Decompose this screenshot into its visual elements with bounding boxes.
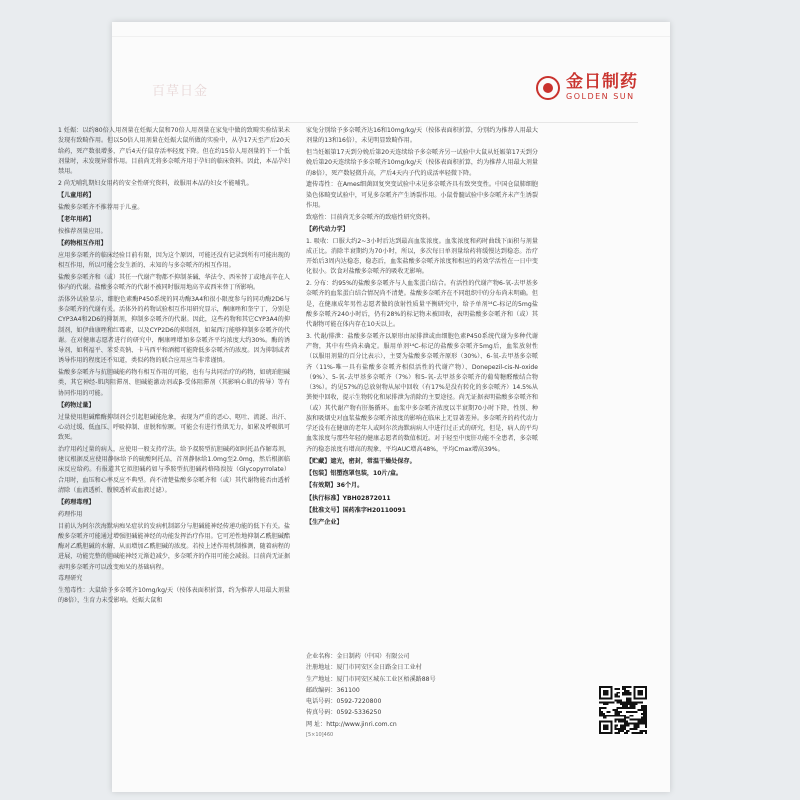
body-paragraph: 活体外试验显示，细胞色素酶P450系统的同功酶3A4和很小限度参与的同功酶2D6与多奈哌齐的代谢有关。活体外的药物试验相互作用研究显示，酮康唑和奎宁丁，分别是CYP3A4和2D6的抑制剂，抑制多奈哌齐的代谢。因此，这些药物和其它CYP3A4的抑制剂，如伊曲康唑和红霉素，以及CYP2D6的抑制剂，如氟西汀能够抑制多奈哌齐的代谢。在对健康志愿者进行的研究中，酮康唑增加多奈哌齐平均浓度大约30%。酶的诱导剂，如利福平、苯妥英钠、卡马西平和酒精可能降低多奈哌齐的浓度。因为抑制或者诱导作用的程度还不知道，类似药物的联合应用应当非常谨慎。 bbox=[58, 295, 290, 365]
body-paragraph: 盐酸多奈哌齐与抗胆碱能药物有相互作用的可能，也有与共同治疗的药物，如琥珀胆碱类，其它神经-肌肉阻滞剂、胆碱能激动剂或β-受体阻滞剂（其影响心肌的传导）等有协同作用的可能。 bbox=[58, 369, 290, 397]
body-paragraph: 毒理研究 bbox=[58, 575, 83, 583]
left-text-column bbox=[58, 126, 290, 760]
body-paragraph: 致癌性：目前尚无多奈哌齐的致癌性研究资料。 bbox=[306, 213, 434, 221]
fax-number: 传真号码：0592-5336250 bbox=[306, 709, 382, 717]
section-heading: 【生产企业】 bbox=[306, 519, 343, 526]
body-paragraph: 盐酸多奈哌齐不推荐用于儿童。 bbox=[58, 203, 144, 211]
body-paragraph: 过量使用胆碱酯酶抑制剂会引起胆碱能危象，表现为严重的恶心、呕吐、流涎、出汗、心动过缓、低血压、呼吸抑制、虚脱和惊厥。可能会有进行性肌无力，如累及呼吸肌可致死。 bbox=[58, 413, 290, 441]
section-heading: 【包装】铝塑泡罩包装，10片/盒。 bbox=[306, 470, 403, 477]
manufacturer-name: 企业名称：金日制药（中国）有限公司 bbox=[306, 653, 410, 660]
section-heading: 【老年用药】 bbox=[58, 216, 95, 223]
registered-address: 注册地址：厦门市同安区金日路金日工业村 bbox=[306, 664, 422, 672]
section-heading: 【药代动力学】 bbox=[306, 225, 349, 233]
website[interactable]: 网 址：http://www.jinri.com.cn bbox=[306, 720, 397, 728]
brand-logo bbox=[536, 74, 638, 101]
production-address: 生产地址：厦门市同安区城东工业区梧溪路88号 bbox=[306, 675, 436, 683]
fold-line bbox=[112, 36, 670, 37]
body-paragraph: 但当妊娠第17天到分娩后第20天连续给予多奈哌齐另一试验中大鼠从妊娠第17天到分娩后第20天连续给予多奈哌齐10mg/kg/天（按体表面积折算，约为推荐人用最大剂量的8倍），死产数轻微升高，产后4天内子代的成活率轻微下降。 bbox=[306, 149, 538, 177]
body-paragraph: 家兔分别给予多奈哌齐达16和10mg/kg/天（按体表面积折算，分别约为推荐人用最大剂量的13和16倍），未见明显致畸作用。 bbox=[306, 127, 538, 145]
phone-number: 电话号码：0592-7220800 bbox=[306, 698, 382, 706]
postcode: 邮政编码：361100 bbox=[306, 686, 360, 694]
sun-logo-icon bbox=[536, 76, 560, 100]
section-heading: 【有效期】36个月。 bbox=[306, 482, 364, 490]
brand-name-cn: 金日制药 bbox=[566, 72, 638, 92]
section-heading: 【贮藏】遮光，密封，常温干燥处保存。 bbox=[306, 457, 416, 465]
body-paragraph: 目前认为阿尔茨海默病痴呆症状的发病机制部分与胆碱能神经传递功能的低下有关。盐酸多奈哌齐可能通过增强胆碱能神经的功能发挥治疗作用。它可逆性地抑制乙酰胆碱酯酶对乙酰胆碱的水解，从而增加乙酰胆碱的浓度。若按上述作用机制推测，随着病程的进展，功能完整的胆碱能神经元渐趋减少，多奈哌齐的作用可能会减弱。目前尚无证据表明多奈哌齐可以改变痴呆的基础病程。 bbox=[58, 522, 290, 571]
section-heading: 【执行标准】YBH02872011 bbox=[306, 494, 391, 502]
body-paragraph: 盐酸多奈哌齐和（或）其任一代谢产物都不抑制茶碱、华法令、西米替丁或地高辛在人体内的代谢。盐酸多奈哌齐的代谢不被同时服用地高辛或西米替丁所影响。 bbox=[58, 273, 290, 291]
qr-code-icon bbox=[599, 686, 647, 734]
section-heading: 【药理毒理】 bbox=[58, 499, 95, 506]
print-code: [5×10]460 bbox=[306, 732, 334, 739]
section-heading: 【药物相互作用】 bbox=[58, 240, 107, 247]
manufacturer-info bbox=[306, 651, 476, 741]
section-heading: 【批准文号】国药准字H20110091 bbox=[306, 506, 406, 514]
right-text-column bbox=[306, 126, 538, 648]
section-heading: 【儿童用药】 bbox=[58, 192, 95, 199]
watermark-text: 百草日金 bbox=[152, 84, 209, 99]
body-paragraph: 2 尚无哺乳期妇女用药的安全性研究资料，故服用本品的妇女不能哺乳。 bbox=[58, 179, 253, 187]
body-paragraph: 按推荐剂量应用。 bbox=[58, 227, 107, 235]
body-paragraph: 1. 吸收：口服大约2~3小时后达到最高血浆浓度。血浆浓度和药时曲线下面积与剂量成正比。消除半衰期约为70小时，所以，多次每日单剂量给药将缓慢达到稳态。治疗开始后3周内达稳态，稳态后，血浆盐酸多奈哌齐浓度和相应的药效学活性在一日中变化很小。饮食对盐酸多奈哌齐的吸收无影响。 bbox=[306, 237, 538, 276]
body-paragraph: 药理作用 bbox=[58, 510, 83, 518]
body-paragraph: 治疗用药过量的病人，应使用一般支持疗法。给予叔胺型抗胆碱药如阿托品作解毒剂，建议根据反应使用静脉给予的硫酸阿托品，首剂静脉给1.0mg至2.0mg，然后根据临床反应给药。有报道其它拟胆碱药如与季胺型抗胆碱药格隆溴铵（Glycopyrrolate）合用时，血压和心率反应不典型。尚不清楚盐酸多奈哌齐和（或）其代谢物能否由透析清除（血液透析、腹膜透析或血液过滤）。 bbox=[58, 445, 290, 494]
brand-text bbox=[566, 74, 638, 101]
body-paragraph: 3. 代谢/排泄：盐酸多奈哌齐以原形由尿排泄或由细胞色素P450系统代谢为多种代谢产物，其中有些尚未确定。服用单剂¹⁴C-标记的盐酸多奈哌齐5mg后，血浆放射性（以服用剂量的百分比表示），主要为盐酸多奈哌齐原形（30%）、6-氧-去甲基多奈哌齐（11%-唯一具有盐酸多奈哌齐相似活性的代谢产物）、Donepezil-cis-N-oxide（9%）、5-氧-去甲基多奈哌齐（7%）和5-氧-去甲基多奈哌齐的葡萄糖醛酸结合物（3%）。约见57%的总放射物从尿中回收（有17%是没有转化的多奈哌齐）14.5%从粪便中回收，提示生物转化和尿排泄为消除的主要途径。尚无证据表明盐酸多奈哌齐和（或）其代谢产物有肝肠循环。血浆中多奈哌齐浓度以半衰期70小时下降，性别、种族和吸烟史对血浆盐酸多奈哌齐浓度的影响在临床上无显著差异。多奈哌齐的药代动力学还没有在健康的老年人或阿尔茨海默病病人中进行过正式的研究，但是，病人的平均血浆浓度与那些年轻的健康志愿者的数值相近。对于轻至中度肝功能不全患者，多奈哌齐的稳态浓度有增高的现象，平均AUC增高48%，平均Cmax增高39%。 bbox=[306, 332, 538, 453]
header-rule bbox=[152, 122, 638, 123]
body-paragraph: 1 妊娠：以约80倍人用剂量在妊娠大鼠和70倍人用剂量在家兔中做的致畸实验结果未发现有致畸作用。但以50倍人用剂量在妊娠大鼠所做的实验中，从孕17天至产后20天给药，死产数很增多，产后4天仔鼠存活率轻度下降。但在约15倍人用剂量的下一个低剂量时，未发现异常作用。目前尚无将多奈哌齐用于孕妇的临床资料。因此，本品孕妇禁用。 bbox=[58, 127, 290, 175]
body-paragraph: 应用多奈哌齐的临床经验目前有限，因为这个原因，可能还没有记录到所有可能出现的相互作用，所以可能会发生新的、未知的与多奈哌齐的相互作用。 bbox=[58, 251, 290, 269]
brand-name-en: GOLDEN SUN bbox=[566, 92, 635, 101]
section-heading: 【药物过量】 bbox=[58, 401, 95, 409]
body-paragraph: 生殖毒性：大鼠给予多奈哌齐10mg/kg/天（按体表面积折算，约为推荐人用最大剂量的8倍），生育力未受影响。妊娠大鼠和 bbox=[58, 587, 290, 605]
body-paragraph: 2. 分布：约95%的盐酸多奈哌齐与人血浆蛋白结合。有活性的代谢产物6-氧-去甲基多奈哌齐的血浆蛋白结合情况尚不清楚。盐酸多奈哌齐在不同组织中的分布尚未明确。但是，在健康成年男性志愿者做的放射性质量平衡研究中，给予单剂¹⁴C-标记的5mg盐酸多奈哌齐240小时后，仍有28%的标记物未被回收，表明盐酸多奈哌齐和（或）其代谢物可能在体内存在10天以上。 bbox=[306, 280, 538, 328]
body-paragraph: 遗传毒性：在Ames细菌回复突变试验中未见多奈哌齐具有致突变性。中国仓鼠肺细胞染色体畸变试验中，可见多奈哌齐产生诱裂作用。小鼠骨髓试验中多奈哌齐未产生诱裂作用。 bbox=[306, 181, 538, 209]
